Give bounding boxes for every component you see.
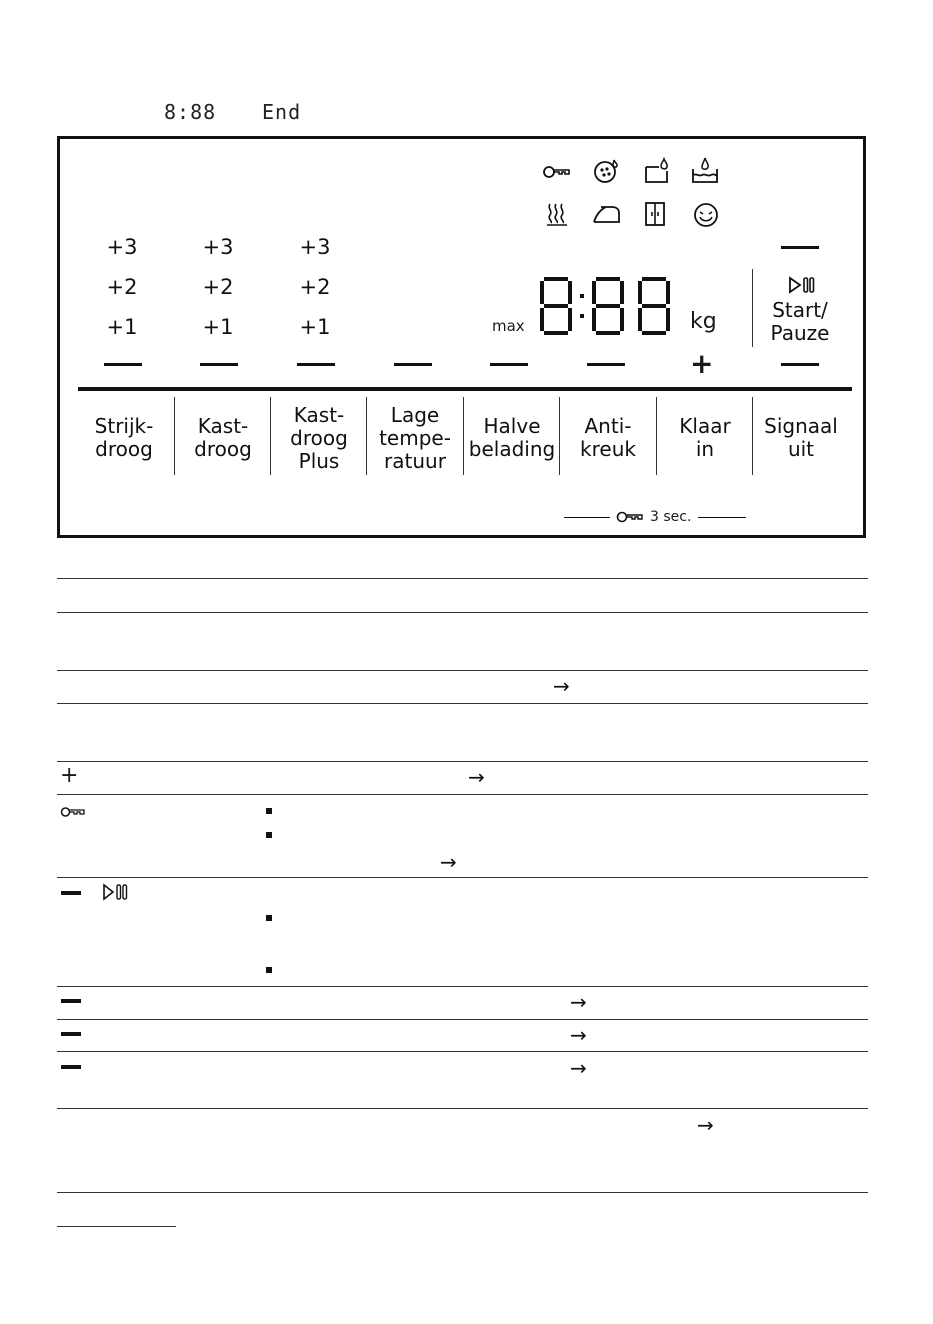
plus-icon: +: [60, 763, 79, 788]
iron-icon: [592, 203, 622, 225]
kg-unit: kg: [690, 309, 717, 334]
panel-divider: [78, 387, 852, 391]
signaal-indicator: [781, 363, 819, 366]
table-rule: [57, 1108, 868, 1109]
klaar-in-plus-indicator: +: [690, 347, 714, 380]
kastdroog-plus-button[interactable]: Kast- droog Plus: [290, 403, 348, 473]
end-segment-legend: End: [262, 100, 302, 124]
table-rule: [57, 877, 868, 878]
face-icon: [692, 201, 720, 229]
level-plus3-kastdroog: +3: [202, 235, 234, 259]
antikreuk-button[interactable]: Anti- kreuk: [580, 414, 636, 461]
arrow-icon: →: [697, 1113, 714, 1137]
arrow-icon: →: [570, 990, 587, 1014]
table-rule: [57, 703, 868, 704]
antikreuk-indicator: [587, 363, 625, 366]
start-pause-button[interactable]: Start/ Pauze: [770, 298, 830, 345]
table-rule: [57, 1192, 868, 1193]
lock-hint-line-left: [564, 517, 610, 518]
level-plus3-kastdroog-plus: +3: [299, 235, 331, 259]
table-rule: [57, 986, 868, 987]
lock-hint-text: 3 sec.: [650, 509, 692, 525]
level-plus2-strijkdroog: +2: [106, 275, 138, 299]
steam-icon: [545, 201, 571, 227]
cabinet-icon: [643, 200, 667, 228]
level-plus2-kastdroog-plus: +2: [299, 275, 331, 299]
halve-belading-indicator: [490, 363, 528, 366]
play-pause-icon: [787, 275, 817, 295]
dash-icon: [61, 999, 81, 1003]
table-rule: [57, 670, 868, 671]
lock-hint-line-right: [698, 517, 746, 518]
refill-icon: [643, 157, 671, 185]
kastdroog-plus-indicator: [297, 363, 335, 366]
table-rule: [57, 578, 868, 579]
level-plus1-kastdroog: +1: [202, 315, 234, 339]
bullet: [266, 915, 272, 921]
start-top-dash: [781, 246, 819, 249]
arrow-icon: →: [570, 1023, 587, 1047]
start-separator: [752, 269, 753, 347]
table-rule: [57, 612, 868, 613]
bullet: [266, 808, 272, 814]
arrow-icon: →: [570, 1056, 587, 1080]
seven-segment-display: [538, 276, 674, 336]
kastdroog-button[interactable]: Kast- droog: [194, 414, 252, 461]
arrow-icon: →: [440, 850, 457, 874]
strijkdroog-button[interactable]: Strijk- droog: [94, 414, 154, 461]
key-icon: [543, 161, 571, 183]
max-label: max: [492, 317, 525, 335]
table-rule: [57, 761, 868, 762]
level-plus1-strijkdroog: +1: [106, 315, 138, 339]
footnote-rule: [57, 1226, 176, 1227]
table-rule: [57, 794, 868, 795]
signaal-uit-button[interactable]: Signaal uit: [764, 414, 838, 461]
level-plus2-kastdroog: +2: [202, 275, 234, 299]
table-rule: [57, 1051, 868, 1052]
kastdroog-indicator: [200, 363, 238, 366]
water-tank-icon: [690, 155, 720, 185]
level-plus1-kastdroog-plus: +1: [299, 315, 331, 339]
arrow-icon: →: [468, 765, 485, 789]
bullet: [266, 967, 272, 973]
key-icon: [616, 508, 644, 526]
arrow-icon: →: [553, 674, 570, 698]
bullet: [266, 832, 272, 838]
dash-icon: [61, 1065, 81, 1069]
drum-clean-icon: [593, 157, 621, 185]
time-segment-legend: 8:88: [164, 100, 217, 124]
play-pause-icon: [102, 883, 130, 901]
halve-belading-button[interactable]: Halve belading: [468, 414, 556, 461]
dash-icon: [61, 1032, 81, 1036]
klaar-in-button[interactable]: Klaar in: [679, 414, 731, 461]
control-panel: [57, 136, 866, 538]
dash-icon: [61, 891, 81, 895]
level-plus3-strijkdroog: +3: [106, 235, 138, 259]
key-icon: [60, 804, 86, 820]
strijkdroog-indicator: [104, 363, 142, 366]
lage-temperatuur-button[interactable]: Lage tempe- ratuur: [379, 403, 451, 473]
table-rule: [57, 1019, 868, 1020]
lage-temperatuur-indicator: [394, 363, 432, 366]
